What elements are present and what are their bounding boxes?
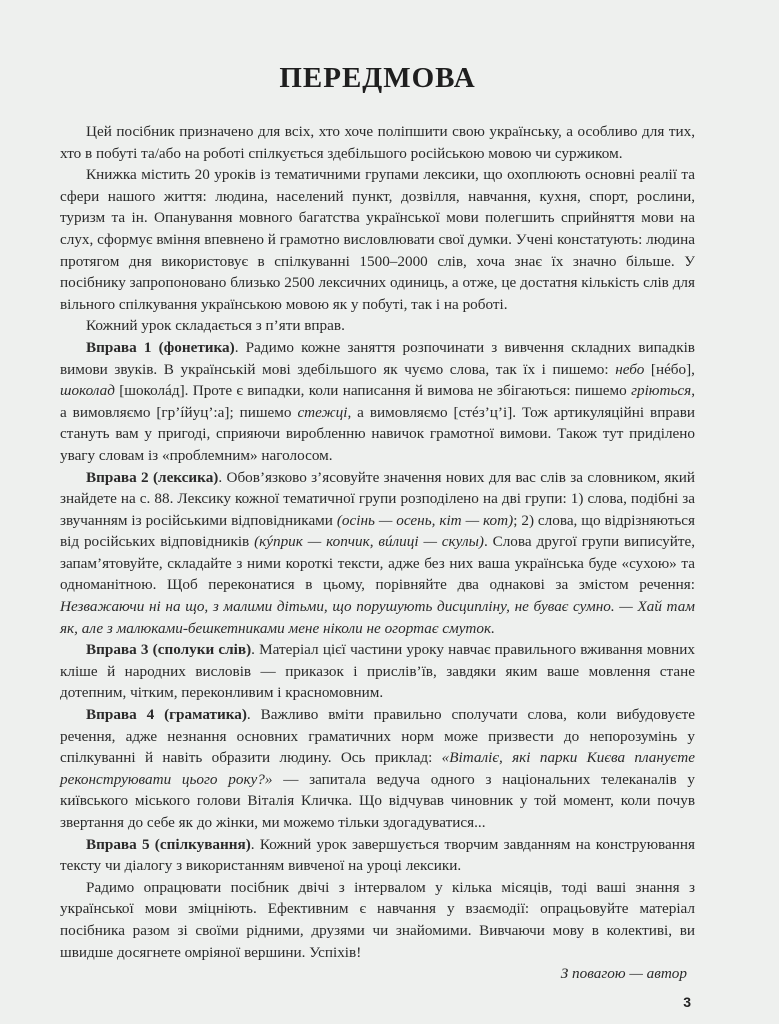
paragraph-exercise-3: Вправа 3 (сполуки слів). Матеріал цієї частини уроку навчає правильного вживання мовних кліше й народних висловів — приказок і прислів’їв, завдяки яким ваше мовлення стане дотепним, чітким, переконливим і красномовним.	[60, 641, 695, 702]
exercise-2-label: Вправа 2 (лексика)	[86, 468, 219, 486]
exercise-4-label: Вправа 4 (граматика)	[86, 706, 247, 724]
exercise-5-label: Вправа 5 (спілкування)	[86, 835, 251, 853]
page-number: 3	[683, 994, 691, 1010]
page-title: ПЕРЕДМОВА	[279, 62, 476, 94]
exercise-1-label: Вправа 1 (фонетика)	[86, 338, 235, 356]
paragraph-book-contents: Книжка містить 20 уроків із тематичними групами лексики, що охоплюють основні реалії та сфери нашого життя: людина, населений пункт, дозвілля, навчання, кухня, спорт, рослини, туризм та ін. Опанування мовного багатства української мови полегшить сприйняття мови на слух, сформує вміння впевнено й грамотно висловлювати свої думки. Учені констатують: людина протягом дня використовує в спілкуванні 1500–2000 слів, хоча знає їх значно більше. У посібнику запропоновано близько 2500 лексичних одиниць, а отже, це достатня кількість слів для вільного спілкування українською мовою як у побуті, так і на роботі.	[60, 166, 695, 313]
paragraph-closing: Радимо опрацювати посібник двічі з інтервалом у кілька місяців, тоді ваші знання з української мови зміцніють. Ефективним є навчання у взаємодії: опрацьовуйте матеріал посібника разом зі своїми рідними, друзями чи знайомими. Вивчаючи мову в колективі, ви швидше досягнете омріяної вершини. Успіхів!	[60, 878, 695, 961]
paragraph-lesson-structure: Кожний урок складається з п’яти вправ.	[86, 317, 345, 335]
exercise-3-label: Вправа 3 (сполуки слів)	[86, 641, 252, 659]
paragraph-exercise-2: Вправа 2 (лексика). Обов’язково з’ясовуйте значення нових для вас слів за словником, який знайдете на с. 88. Лексику кожної тематичної групи розподілено на дві групи: 1) слова, подібні за звучанням із російськими відповідниками (осінь — осень, кіт — кот); 2) слова, що відрізняються від російських відповідників (кýприк — копчик, вúлиці — скулы). Слова другої групи виписуйте, запам’ятовуйте, складайте з ними короткі тексти, адже без них ваша українська буде «сухою» та одноманітною. Щоб переконатися в цьому, порівняйте два однакові за змістом речення: Незважаючи ні на що, з малими дітьми, що порушують дисципліну, не буває сумно. — Хай там як, але з малюками-бешкетниками мене ніколи не огортає смуток.	[60, 468, 696, 637]
paragraph-exercise-4: Вправа 4 (граматика). Важливо вміти правильно сполучати слова, коли вибудовуєте речення, адже незнання основних граматичних норм може призвести до непорозумінь у спілкуванні й навіть образити людину. Ось приклад: «Віталіє, які парки Києва плануєте реконструювати цього року?» — запитала ведуча одного з національних телеканалів у київського міського голови Віталія Кличка. Що відчував чиновник у той момент, коли почув звертання до себе як до жінки, ми можемо тільки здогадуватися...	[60, 706, 696, 831]
paragraph-exercise-1: Вправа 1 (фонетика). Радимо кожне заняття розпочинати з вивчення складних випадків вимови звуків. В українській мові здебільшого як чуємо слова, так їх і пишемо: небо [нéбо], шоколад [шоколáд]. Проте є випадки, коли написання й вимова не збігаються: пишемо гріються, а вимовляємо [гр’íйуц’:а]; пишемо стежці, а вимовляємо [стéз’ц’і]. Тож артикуляційні вправи стануть вам у пригоді, сприяючи виробленню навичок грамотної вимови. Також тут приділено увагу словам із «проблемним» наголосом.	[60, 338, 695, 464]
author-signature: З повагою — автор	[560, 965, 687, 983]
preface-body	[60, 121, 695, 963]
paragraph-exercise-5: Вправа 5 (спілкування). Кожний урок завершується творчим завданням на конструювання тексту чи діалогу з використанням вивченої на уроці лексики.	[60, 835, 695, 875]
paragraph-intro: Цей посібник призначено для всіх, хто хоче поліпшити свою українську, а особливо для тих, хто в побуті та/або на роботі спілкується здебільшого російською мовою чи суржиком.	[60, 123, 695, 162]
